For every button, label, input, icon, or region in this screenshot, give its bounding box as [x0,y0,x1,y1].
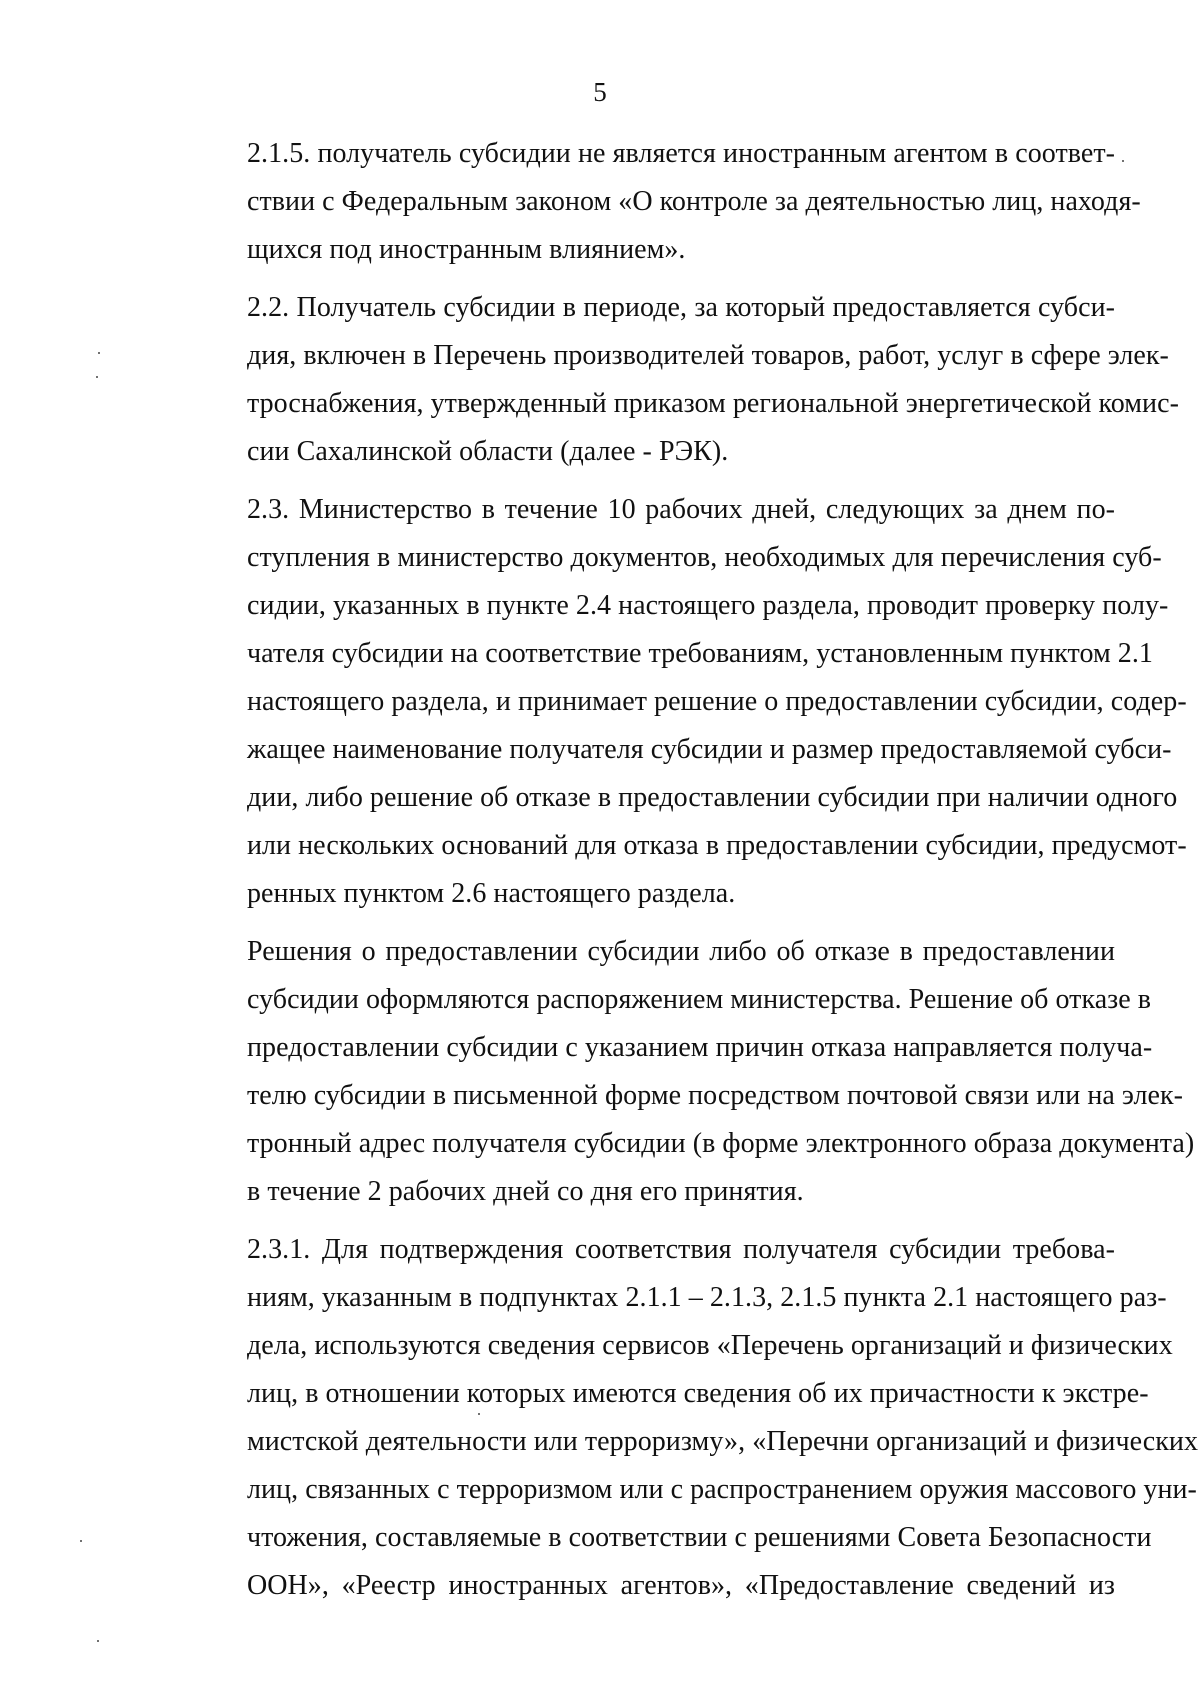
text-line: мистской деятельности или терроризму», «Перечни организаций и физических [247,1426,1198,1457]
text-line: чтожения, составляемые в соответствии с решениями Совета Безопасности [247,1522,1152,1553]
text-line: 2.2. Получатель субсидии в периоде, за который предоставляется субси- [247,292,1115,323]
text-line: ступления в министерство документов, необходимых для перечисления суб- [247,542,1162,573]
text-line: троснабжения, утвержденный приказом региональной энергетической комис- [247,388,1179,419]
text-line: 2.3. Министерство в течение 10 рабочих дней, следующих за днем по- [247,494,1115,525]
text-line: дии, либо решение об отказе в предоставлении субсидии при наличии одного [247,782,1178,813]
text-line: лиц, связанных с терроризмом или с распространением оружия массового уни- [247,1474,1197,1505]
text-line: или нескольких оснований для отказа в предоставлении субсидии, предусмот- [247,830,1187,861]
scan-speck [478,1413,480,1415]
scan-speck [1122,160,1124,162]
text-line: дела, используются сведения сервисов «Перечень организаций и физических [247,1330,1173,1361]
text-line: жащее наименование получателя субсидии и размер предоставляемой субси- [247,734,1172,765]
paragraph-2-2 [175,284,1179,476]
text-line: телю субсидии в письменной форме посредством почтовой связи или на элек- [247,1080,1183,1111]
text-line: ствии с Федеральным законом «О контроле за деятельностью лиц, находя- [247,186,1141,217]
paragraph-2-1-5 [175,130,1141,274]
text-line: предоставлении субсидии с указанием причин отказа направляется получа- [247,1032,1153,1063]
scan-speck [96,376,98,378]
document-body [175,130,1198,1620]
text-line: настоящего раздела, и принимает решение о предоставлении субсидии, содер- [247,686,1187,717]
text-line: Решения о предоставлении субсидии либо об отказе в предоставлении [247,936,1115,967]
paragraph-decisions [175,928,1195,1216]
page-number: 5 [593,77,607,107]
text-line: 2.1.5. получатель субсидии не является иностранным агентом в соответ- [247,138,1115,169]
text-line: ниям, указанным в подпунктах 2.1.1 – 2.1.3, 2.1.5 пункта 2.1 настоящего раз- [247,1282,1167,1313]
paragraph-2-3 [175,486,1187,918]
text-line: сии Сахалинской области (далее - РЭК). [247,436,729,467]
text-line: в течение 2 рабочих дней со дня его принятия. [247,1176,804,1207]
scan-speck [80,1540,82,1542]
text-line: лиц, в отношении которых имеются сведения об их причастности к экстре- [247,1378,1149,1409]
text-line: субсидии оформляются распоряжением министерства. Решение об отказе в [247,984,1152,1015]
text-line: чателя субсидии на соответствие требованиям, установленным пунктом 2.1 [247,638,1153,669]
text-line: дия, включен в Перечень производителей товаров, работ, услуг в сфере элек- [247,340,1169,371]
paragraph-2-3-1 [175,1226,1198,1610]
text-line: сидии, указанных в пункте 2.4 настоящего раздела, проводит проверку полу- [247,590,1169,621]
scan-speck [97,1640,99,1642]
scan-speck [98,352,100,354]
text-line: ООН», «Реестр иностранных агентов», «Предоставление сведений из [247,1570,1115,1601]
text-line: тронный адрес получателя субсидии (в форме электронного образа документа) [247,1128,1195,1159]
text-line: ренных пунктом 2.6 настоящего раздела. [247,878,736,909]
text-line: 2.3.1. Для подтверждения соответствия получателя субсидии требова- [247,1234,1115,1265]
text-line: щихся под иностранным влиянием». [247,234,686,265]
